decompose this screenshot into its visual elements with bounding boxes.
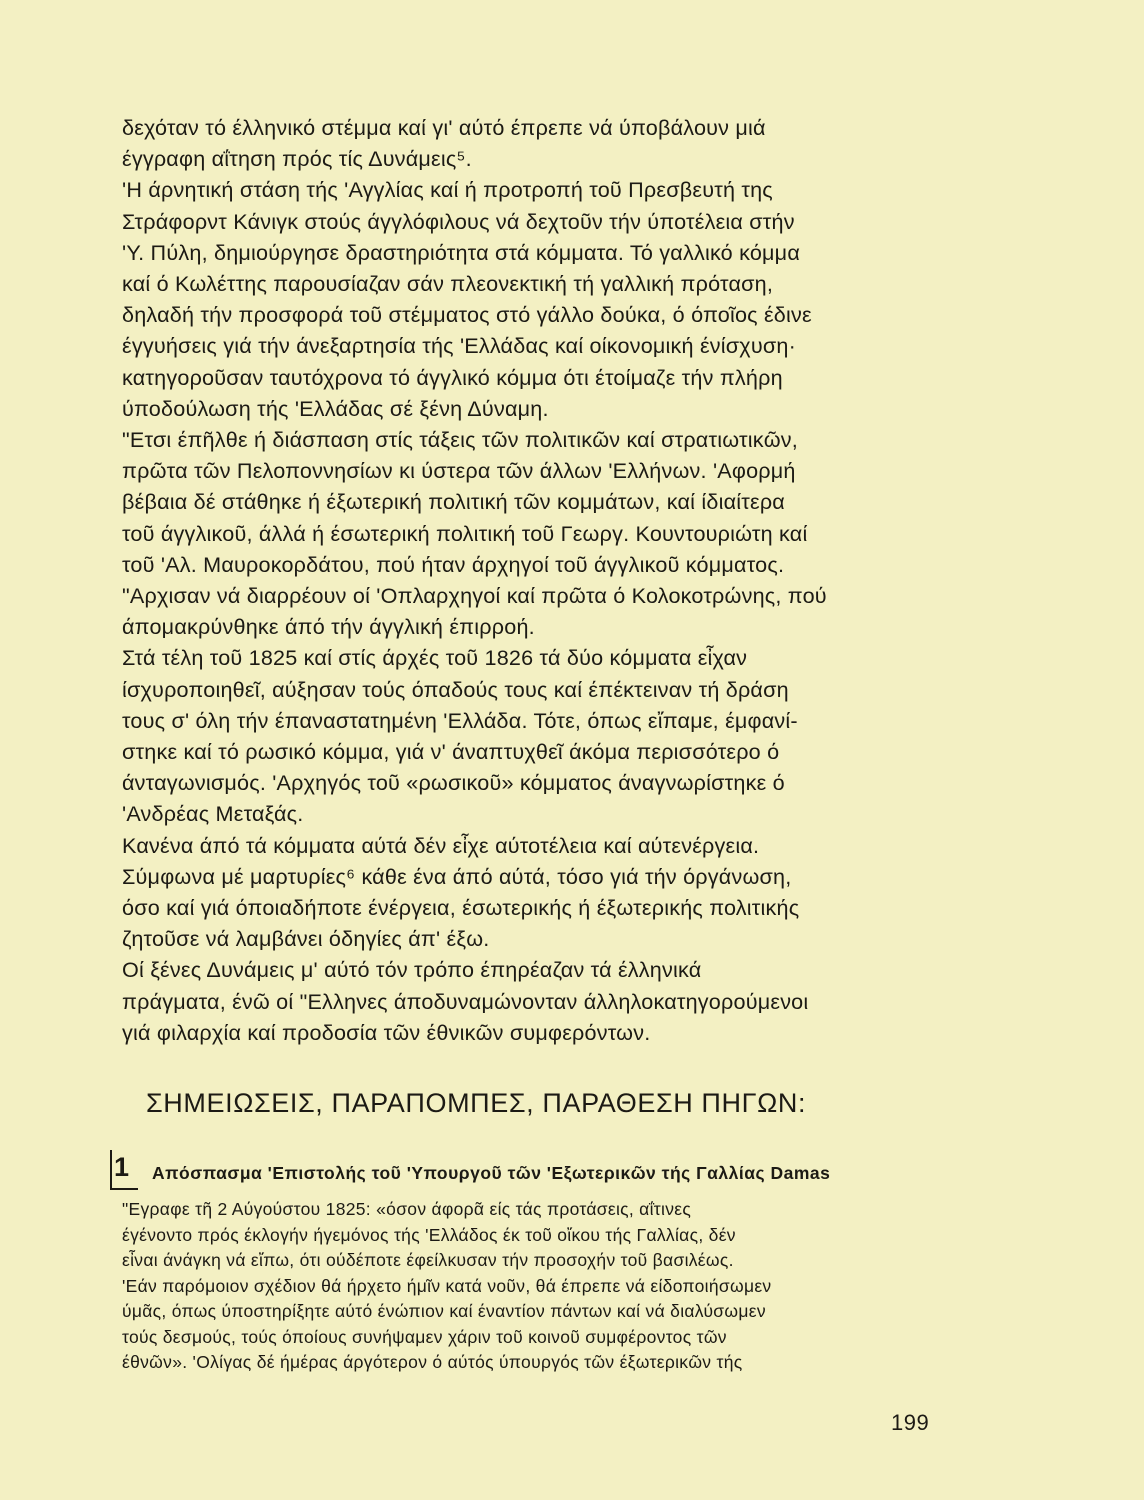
page-number: 199 — [891, 1410, 930, 1435]
text-line: γιά φιλαρχία καί προδοσία τῶν έθνικῶν συμφερόντων. — [122, 1019, 651, 1045]
text-line: ζητοῦσε νά λαμβάνει όδηγίες άπ' έξω. — [122, 926, 490, 952]
note-line: "Εγραφε τῆ 2 Αύγούστου 1825: «όσον άφορᾶ είς τάς προτάσεις, αΐτινες — [122, 1199, 692, 1219]
text-line: έγγραφη αΐτηση πρός τίς Δυνάμεις⁵. — [122, 146, 472, 172]
text-line: βέβαια δέ στάθηκε ή έξωτερική πολιτική τῶν κομμάτων, καί ίδιαίτερα — [122, 489, 785, 515]
text-line: "Αρχισαν νά διαρρέουν οί 'Οπλαρχηγοί καί πρῶτα ό Κολοκοτρώνης, πού — [122, 583, 827, 609]
note-number: 1 — [114, 1152, 130, 1182]
note-line: 'Εάν παρόμοιον σχέδιον θά ήρχετο ήμῖν κατά νοῦν, θά έπρεπε νά είδοποιήσωμεν — [122, 1275, 772, 1296]
note-line: ύμᾶς, όπως ύποστηρίξητε αύτό ένώπιον καί έναντίον πάντων καί νά διαλύσωμεν — [122, 1301, 766, 1321]
text-line: άπομακρύνθηκε άπό τήν άγγλική έπιρροή. — [122, 614, 535, 640]
text-line: 'Υ. Πύλη, δημιούργησε δραστηριότητα στά κόμματα. Τό γαλλικό κόμμα — [122, 239, 800, 265]
text-line: ύποδούλωση τής 'Ελλάδας σέ ξένη Δύναμη. — [122, 395, 549, 421]
note-line: έγένοντο πρός έκλογήν ήγεμόνος τής 'Ελλάδος έκ τοῦ οἴκου τής Γαλλίας, δέν — [122, 1224, 736, 1245]
text-line: ίσχυροποιηθεῖ, αύξησαν τούς όπαδούς τους καί έπέκτειναν τή δράση — [122, 676, 789, 702]
text-line: πράγματα, ένῶ οί "Ελληνες άποδυναμώνονταν άλληλοκατηγορούμενοι — [122, 988, 809, 1014]
text-line: κατηγοροῦσαν ταυτόχρονα τό άγγλικό κόμμα ότι έτοίμαζε τήν πλήρη — [122, 364, 783, 390]
text-line: στηκε καί τό ρωσικό κόμμα, γιά ν' άναπτυχθεῖ άκόμα περισσότερο ό — [122, 739, 780, 765]
text-line: τους σ' όλη τήν έπαναστατημένη 'Ελλάδα. Τότε, όπως εἴπαμε, έμφανί- — [122, 707, 798, 733]
main-text — [122, 112, 942, 1048]
text-line: 'Η άρνητική στάση τής 'Αγγλίας καί ή προτροπή τοῦ Πρεσβευτή της — [122, 177, 773, 203]
text-line: όσο καί γιά όποιαδήποτε ένέργεια, έσωτερικής ή έξωτερικής πολιτικής — [122, 895, 800, 921]
text-line: Οί ξένες Δυνάμεις μ' αύτό τόν τρόπο έπηρέαζαν τά έλληνικά — [122, 957, 702, 983]
note-line: έθνῶν». 'Ολίγας δέ ήμέρας άργότερον ό αύτός ύπουργός τῶν έξωτερικῶν τής — [122, 1352, 743, 1372]
text-line: 'Ανδρέας Μεταξάς. — [122, 801, 304, 827]
note-line: εἶναι άνάγκη νά εἴπω, ότι ούδέποτε έφείλκυσαν τήν προσοχήν τοῦ βασιλέως. — [122, 1250, 734, 1270]
text-line: "Ετσι έπῆλθε ή διάσπαση στίς τάξεις τῶν πολιτικῶν καί στρατιωτικῶν, — [122, 427, 798, 453]
text-line: καί ό Κωλέττης παρουσίαζαν σάν πλεονεκτική τή γαλλική πρόταση, — [122, 271, 774, 297]
text-line: Στά τέλη τοῦ 1825 καί στίς άρχές τοῦ 1826 τά δύο κόμματα εἶχαν — [122, 645, 748, 671]
text-line: τοῦ 'Αλ. Μαυροκορδάτου, πού ήταν άρχηγοί τοῦ άγγλικοῦ κόμματος. — [122, 551, 785, 577]
note-text — [122, 1197, 942, 1376]
text-line: άνταγωνισμός. 'Αρχηγός τοῦ «ρωσικοῦ» κόμματος άναγνωρίστηκε ό — [122, 770, 785, 796]
section-heading: ΣΗΜΕΙΩΣΕΙΣ, ΠΑΡΑΠΟΜΠΕΣ, ΠΑΡΑΘΕΣΗ ΠΗΓΩΝ: — [146, 1088, 807, 1118]
note-title: Απόσπασμα 'Επιστολής τοῦ 'Υπουργοῦ τῶν 'Εξωτερικῶν τής Γαλλίας Damas — [152, 1163, 831, 1183]
text-line: έγγυήσεις γιά τήν άνεξαρτησία τής 'Ελλάδας καί οίκονομική ένίσχυση· — [122, 333, 796, 359]
text-line: πρῶτα τῶν Πελοποννησίων κι ύστερα τῶν άλλων 'Ελλήνων. 'Αφορμή — [122, 458, 796, 484]
text-line: Κανένα άπό τά κόμματα αύτά δέν εἶχε αύτοτέλεια καί αύτενέργεια. — [122, 832, 760, 858]
note-line: τούς δεσμούς, τούς όποίους συνήψαμεν χάριν τοῦ κοινοῦ συμφέροντος τῶν — [122, 1326, 727, 1347]
text-line: δεχόταν τό έλληνικό στέμμα καί γι' αύτό έπρεπε νά ύποβάλουν μιά — [122, 115, 766, 140]
text-line: τοῦ άγγλικοῦ, άλλά ή έσωτερική πολιτική τοῦ Γεωργ. Κουντουριώτη καί — [122, 520, 808, 546]
text-line: Στράφορντ Κάνιγκ στούς άγγλόφιλους νά δεχτοῦν τήν ύποτέλεια στήν — [122, 208, 795, 234]
text-line: δηλαδή τήν προσφορά τοῦ στέμματος στό γάλλο δούκα, ό όποῖος έδινε — [122, 302, 812, 328]
text-line: Σύμφωνα μέ μαρτυρίες⁶ κάθε ένα άπό αύτά, τόσο γιά τήν όργάνωση, — [122, 863, 792, 889]
